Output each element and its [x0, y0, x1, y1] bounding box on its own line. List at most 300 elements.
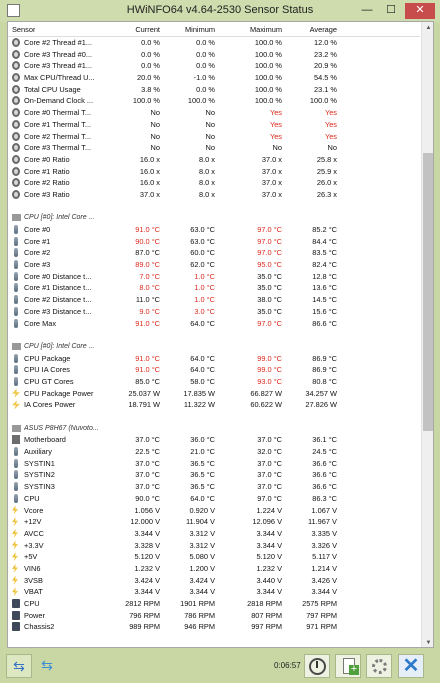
value-current: 37.0 °C	[135, 470, 160, 480]
sensor-row[interactable]	[8, 259, 420, 271]
value-minimum: 5.080 V	[189, 552, 215, 562]
sensor-row[interactable]	[8, 131, 420, 143]
value-maximum: 97.0 °C	[257, 225, 282, 234]
volt-icon	[12, 529, 18, 538]
volt-icon	[12, 541, 18, 550]
sensor-row[interactable]	[8, 107, 420, 119]
sensor-name: Core #2 Thread #1...	[24, 38, 93, 47]
value-current: 3.344 V	[134, 528, 160, 538]
settings-button[interactable]	[366, 654, 392, 678]
value-minimum: 1.0 °C	[194, 283, 215, 293]
close-sensors-button[interactable]: ✕	[398, 654, 424, 678]
value-average: 1.214 V	[311, 563, 337, 573]
expand-arrows-button[interactable]: ⇆	[6, 654, 32, 678]
value-current: 91.0 °C	[135, 225, 160, 234]
sensor-row[interactable]	[8, 224, 420, 236]
cpu-icon	[12, 50, 20, 59]
sensor-row[interactable]	[8, 247, 420, 259]
sensor-name: SYSTIN3	[24, 482, 55, 492]
value-average: 3.335 V	[311, 528, 337, 538]
value-maximum: 1.224 V	[256, 505, 282, 515]
value-average: 54.5 %	[313, 73, 337, 83]
value-average: 34.257 W	[305, 388, 337, 398]
value-minimum: 63.0 °C	[190, 225, 215, 234]
temp-icon	[14, 447, 18, 456]
value-average: 12.0 %	[313, 38, 337, 47]
value-maximum: 35.0 °C	[257, 283, 282, 293]
sensor-name: Core #0 Thermal T...	[24, 108, 92, 118]
temp-icon	[14, 307, 18, 316]
value-current: 85.0 °C	[135, 376, 160, 386]
value-current: 16.0 x	[139, 178, 160, 188]
value-current: 1.056 V	[134, 505, 160, 515]
sensor-name: Core #1 Distance t...	[24, 283, 92, 293]
value-average: 25.8 x	[316, 154, 337, 164]
column-sensor[interactable]: Sensor	[12, 25, 36, 34]
value-minimum: 3.312 V	[189, 540, 215, 550]
value-minimum: 62.0 °C	[190, 260, 215, 270]
cpu-icon	[12, 38, 20, 47]
value-average: 971 RPM	[306, 622, 337, 632]
sensor-row[interactable]	[8, 376, 420, 388]
power-icon	[12, 389, 20, 398]
value-current: 0.0 %	[141, 61, 160, 71]
sensor-row[interactable]	[8, 598, 420, 610]
value-average: Yes	[324, 131, 337, 141]
sensor-name: CPU [#0]: Intel Core ...	[24, 342, 95, 350]
value-maximum: 99.0 °C	[257, 365, 282, 375]
cpu-icon	[12, 61, 20, 70]
volt-icon	[12, 564, 18, 573]
sensor-row[interactable]	[8, 142, 420, 154]
sensor-row[interactable]	[8, 540, 420, 552]
temp-icon	[14, 225, 18, 234]
sensor-name: CPU Package	[24, 353, 71, 363]
value-current: No	[150, 143, 160, 153]
bottom-toolbar	[0, 648, 440, 683]
value-minimum: 0.0 %	[196, 49, 215, 59]
value-maximum: Yes	[269, 131, 282, 141]
value-average: 13.6 °C	[312, 283, 337, 293]
sensor-row[interactable]	[8, 481, 420, 493]
sensor-row[interactable]	[8, 282, 420, 294]
sensor-row[interactable]	[8, 271, 420, 283]
value-average: 23.1 %	[313, 84, 337, 94]
value-average: 83.5 °C	[312, 248, 337, 258]
sensor-name: Core #2 Thermal T...	[24, 131, 92, 141]
sensor-row[interactable]	[8, 236, 420, 248]
value-current: 91.0 °C	[135, 318, 160, 328]
close-window-button[interactable]: ✕	[405, 3, 435, 19]
sensor-name: Vcore	[24, 505, 44, 515]
sensor-name: Core #3 Thread #0...	[24, 49, 93, 59]
value-current: 90.0 °C	[135, 236, 160, 246]
value-maximum: 100.0 %	[254, 61, 282, 71]
value-average: Yes	[324, 108, 337, 118]
sensor-name: 3VSB	[24, 575, 43, 585]
value-current: 3.344 V	[134, 587, 160, 597]
sensor-row[interactable]	[8, 37, 420, 49]
cpu-icon	[12, 143, 20, 152]
value-minimum: 11.904 V	[185, 517, 215, 527]
clock-button[interactable]	[304, 654, 330, 678]
value-maximum: 100.0 %	[254, 96, 282, 106]
value-average: 86.9 °C	[312, 353, 337, 363]
value-maximum: 3.344 V	[256, 587, 282, 597]
value-average: 27.826 W	[305, 400, 337, 410]
sensor-name: SYSTIN2	[24, 470, 55, 480]
value-current: 1.232 V	[134, 563, 160, 573]
sensor-name: Core Max	[24, 318, 57, 328]
value-maximum: 3.440 V	[256, 575, 282, 585]
value-maximum: 100.0 %	[254, 38, 282, 47]
sensor-row[interactable]	[8, 563, 420, 575]
sensor-row[interactable]	[8, 551, 420, 563]
value-current: 5.120 V	[134, 552, 160, 562]
value-current: 91.0 °C	[135, 365, 160, 375]
value-maximum: 66.827 W	[250, 388, 282, 398]
sensor-row[interactable]	[8, 434, 420, 446]
sensor-name: CPU GT Cores	[24, 376, 74, 386]
sensor-group-header[interactable]	[8, 212, 420, 224]
value-current: 3.328 V	[134, 540, 160, 550]
sensor-list	[8, 37, 420, 633]
value-minimum: 3.424 V	[189, 575, 215, 585]
value-current: 11.0 °C	[135, 295, 160, 305]
value-minimum: No	[205, 119, 215, 129]
column-average[interactable]: Average	[309, 25, 337, 34]
value-maximum: 97.0 °C	[257, 236, 282, 246]
value-current: 0.0 %	[141, 38, 160, 47]
value-current: 2812 RPM	[125, 599, 160, 608]
value-minimum: 8.0 x	[198, 189, 215, 199]
value-current: No	[150, 119, 160, 129]
section-icon	[12, 425, 21, 432]
value-current: 87.0 °C	[135, 248, 160, 258]
value-maximum: 37.0 x	[261, 154, 282, 164]
sensor-row[interactable]	[8, 469, 420, 481]
sensor-row[interactable]	[8, 446, 420, 458]
value-minimum: 946 RPM	[184, 622, 215, 632]
value-maximum: 37.0 °C	[257, 470, 282, 480]
value-minimum: No	[205, 143, 215, 153]
value-minimum: 64.0 °C	[190, 318, 215, 328]
value-minimum: 36.5 °C	[190, 458, 215, 468]
value-average: 26.0 x	[316, 178, 337, 188]
value-maximum: No	[272, 143, 282, 153]
value-current: 3.8 %	[141, 84, 160, 94]
temp-icon	[14, 494, 18, 503]
value-maximum: 38.0 °C	[257, 295, 282, 305]
volt-icon	[12, 517, 18, 526]
value-maximum: 100.0 %	[254, 49, 282, 59]
section-icon	[12, 343, 21, 350]
sensor-name: Core #1	[24, 236, 51, 246]
value-current: 37.0 x	[139, 189, 160, 199]
value-maximum: 35.0 °C	[257, 306, 282, 316]
power-icon	[12, 400, 20, 409]
column-minimum[interactable]: Minimum	[185, 25, 215, 34]
fan-icon	[12, 622, 20, 631]
sensor-name: Power	[24, 610, 45, 620]
temp-icon	[14, 470, 18, 479]
value-current: 37.0 °C	[135, 435, 160, 445]
value-average: 23.2 %	[313, 49, 337, 59]
sensor-name: CPU IA Cores	[24, 365, 70, 375]
value-maximum: 60.622 W	[250, 400, 282, 410]
sensor-name: Motherboard	[24, 435, 66, 445]
cpu-icon	[12, 155, 20, 164]
temp-icon	[14, 482, 18, 491]
sensor-name: +3.3V	[24, 540, 44, 550]
sensor-name: AVCC	[24, 528, 44, 538]
value-average: 1.067 V	[311, 505, 337, 515]
sensor-row[interactable]	[8, 586, 420, 598]
value-current: 100.0 %	[132, 96, 160, 106]
value-maximum: Yes	[269, 108, 282, 118]
value-minimum: 60.0 °C	[190, 248, 215, 258]
value-average: 11.967 V	[307, 517, 337, 527]
blank-row	[8, 201, 420, 213]
gear-icon	[372, 659, 387, 674]
sensor-group-header[interactable]	[8, 423, 420, 435]
value-maximum: 100.0 %	[254, 73, 282, 83]
sensor-row[interactable]	[8, 399, 420, 411]
value-average: 2575 RPM	[302, 599, 337, 608]
value-average: 36.6 °C	[312, 458, 337, 468]
sensor-row[interactable]	[8, 84, 420, 96]
sensor-name: Chassis2	[24, 622, 55, 632]
sensor-name: ASUS P8H67 (Nuvoto...	[24, 424, 99, 432]
value-minimum: 1901 RPM	[180, 599, 215, 608]
value-average: 14.5 °C	[312, 295, 337, 305]
temp-icon	[14, 377, 18, 386]
maximize-button[interactable]: ☐	[386, 4, 396, 16]
sensor-row[interactable]	[8, 575, 420, 587]
sensor-panel	[7, 21, 434, 648]
value-minimum: 0.0 %	[196, 84, 215, 94]
value-average: Yes	[324, 119, 337, 129]
value-maximum: 37.0 x	[261, 166, 282, 176]
sensor-name: +12V	[24, 517, 42, 527]
value-minimum: 11.322 W	[183, 400, 215, 410]
scroll-down-arrow[interactable]: ▼	[425, 640, 432, 646]
sensor-name: Core #2	[24, 248, 51, 258]
value-current: 90.0 °C	[135, 493, 160, 503]
value-maximum: 35.0 °C	[257, 271, 282, 281]
cpu-icon	[12, 132, 20, 141]
sensor-name: Core #0 Distance t...	[24, 271, 92, 281]
volt-icon	[12, 576, 18, 585]
value-current: 16.0 x	[139, 166, 160, 176]
sensor-name: CPU	[24, 493, 40, 503]
sensor-row[interactable]	[8, 154, 420, 166]
column-current[interactable]: Current	[135, 25, 160, 34]
scroll-thumb[interactable]	[423, 153, 433, 431]
value-average: 85.2 °C	[312, 225, 337, 234]
cpu-icon	[12, 167, 20, 176]
value-maximum: 37.0 °C	[257, 458, 282, 468]
section-icon	[12, 214, 21, 221]
value-maximum: 37.0 °C	[257, 482, 282, 492]
value-maximum: 97.0 °C	[257, 493, 282, 503]
value-minimum: 3.344 V	[189, 587, 215, 597]
value-average: 3.426 V	[311, 575, 337, 585]
sensor-name: Auxiliary	[24, 447, 52, 457]
value-current: 3.424 V	[134, 575, 160, 585]
cpu-icon	[12, 73, 20, 82]
sensor-row[interactable]	[8, 516, 420, 528]
sensor-name: +5V	[24, 552, 38, 562]
value-minimum: 36.5 °C	[190, 470, 215, 480]
value-current: 20.0 %	[136, 73, 160, 83]
value-maximum: 99.0 °C	[257, 353, 282, 363]
sensor-row[interactable]	[8, 458, 420, 470]
value-minimum: 21.0 °C	[190, 447, 215, 457]
minimize-button[interactable]: —	[361, 4, 373, 16]
volt-icon	[12, 506, 18, 515]
scroll-up-arrow[interactable]: ▲	[425, 25, 432, 31]
value-average: 20.9 %	[313, 61, 337, 71]
value-current: 0.0 %	[141, 49, 160, 59]
sensor-name: CPU	[24, 599, 40, 608]
value-minimum: 8.0 x	[198, 166, 215, 176]
sensor-row[interactable]	[8, 318, 420, 330]
value-current: 8.0 °C	[139, 283, 160, 293]
cpu-icon	[12, 85, 20, 94]
value-average: 26.3 x	[316, 189, 337, 199]
value-average: 24.5 °C	[312, 447, 337, 457]
sensor-row[interactable]	[8, 388, 420, 400]
sensor-name: CPU Package Power	[24, 388, 94, 398]
temp-icon	[14, 237, 18, 246]
sensor-name: IA Cores Power	[24, 400, 76, 410]
sensor-row[interactable]	[8, 493, 420, 505]
sensor-row[interactable]	[8, 294, 420, 306]
fan-icon	[12, 611, 20, 620]
value-current: 796 RPM	[129, 610, 160, 620]
value-minimum: 8.0 x	[198, 154, 215, 164]
value-minimum: 1.0 °C	[194, 271, 215, 281]
value-minimum: 64.0 °C	[190, 493, 215, 503]
value-maximum: 100.0 %	[254, 84, 282, 94]
value-minimum: 3.0 °C	[194, 306, 215, 316]
value-average: 36.6 °C	[312, 470, 337, 480]
temp-icon	[14, 295, 18, 304]
sensor-row[interactable]	[8, 306, 420, 318]
value-current: No	[150, 108, 160, 118]
value-maximum: 37.0 °C	[257, 435, 282, 445]
value-current: No	[150, 131, 160, 141]
sensor-name: Core #3 Thread #1...	[24, 61, 93, 71]
sensor-name: On-Demand Clock ...	[24, 96, 94, 106]
sensor-name: Core #1 Thermal T...	[24, 119, 92, 129]
sensor-row[interactable]	[8, 60, 420, 72]
sensor-name: Core #3	[24, 260, 51, 270]
value-average: 36.1 °C	[312, 435, 337, 445]
value-maximum: 37.0 x	[261, 178, 282, 188]
cpu-icon	[12, 108, 20, 117]
sensor-row[interactable]	[8, 189, 420, 201]
value-minimum: 36.0 °C	[190, 435, 215, 445]
value-current: 18.791 W	[128, 400, 160, 410]
value-minimum: 0.0 %	[196, 61, 215, 71]
value-average: 84.4 °C	[312, 236, 337, 246]
sensor-row[interactable]	[8, 621, 420, 633]
temp-icon	[14, 354, 18, 363]
column-header	[8, 22, 420, 37]
sensor-row[interactable]	[8, 364, 420, 376]
value-minimum: 3.312 V	[189, 528, 215, 538]
sensor-name: Total CPU Usage	[24, 84, 81, 94]
sensor-name: Core #2 Distance t...	[24, 295, 92, 305]
value-minimum: 64.0 °C	[190, 353, 215, 363]
value-maximum: 12.096 V	[252, 517, 282, 527]
sensor-group-header[interactable]	[8, 341, 420, 353]
vertical-scrollbar[interactable]	[421, 22, 434, 648]
sensor-row[interactable]	[8, 166, 420, 178]
fan-icon	[12, 599, 20, 608]
sensor-row[interactable]	[8, 528, 420, 540]
window-title: HWiNFO64 v4.64-2530 Sensor Status	[126, 4, 314, 16]
value-average: 3.344 V	[311, 587, 337, 597]
value-maximum: 37.0 x	[261, 189, 282, 199]
value-current: 7.0 °C	[139, 271, 160, 281]
sensor-row[interactable]	[8, 119, 420, 131]
value-average: 25.9 x	[316, 166, 337, 176]
sensor-name: Max CPU/Thread U...	[24, 73, 95, 83]
value-maximum: 97.0 °C	[257, 318, 282, 328]
value-average: 80.8 °C	[312, 376, 337, 386]
value-average: 5.117 V	[312, 552, 337, 562]
value-maximum: 3.344 V	[256, 540, 282, 550]
sensor-name: Core #3 Ratio	[24, 189, 70, 199]
value-current: 16.0 x	[139, 154, 160, 164]
report-button[interactable]	[335, 654, 361, 678]
cpu-icon	[12, 178, 20, 187]
sensor-name: Core #0	[24, 225, 51, 234]
sensor-row[interactable]	[8, 353, 420, 365]
value-minimum: No	[205, 108, 215, 118]
volt-icon	[12, 587, 18, 596]
value-average: 12.8 °C	[312, 271, 337, 281]
sensor-row[interactable]	[8, 72, 420, 84]
value-current: 22.5 °C	[135, 447, 160, 457]
value-maximum: 93.0 °C	[257, 376, 282, 386]
value-maximum: 97.0 °C	[257, 248, 282, 258]
sensor-row[interactable]	[8, 49, 420, 61]
column-maximum[interactable]: Maximum	[249, 25, 282, 34]
sensor-row[interactable]	[8, 610, 420, 622]
value-average: 36.6 °C	[312, 482, 337, 492]
value-average: 86.6 °C	[312, 318, 337, 328]
sensor-name: Core #3 Thermal T...	[24, 143, 92, 153]
value-minimum: 58.0 °C	[190, 376, 215, 386]
value-average: 86.3 °C	[312, 493, 337, 503]
plus-icon: +	[350, 663, 358, 675]
collapse-arrows-button[interactable]: ⇆	[41, 657, 53, 673]
sensor-row[interactable]	[8, 505, 420, 517]
value-maximum: Yes	[269, 119, 282, 129]
sensor-row[interactable]	[8, 177, 420, 189]
title-bar	[0, 0, 440, 22]
value-average: 15.6 °C	[312, 306, 337, 316]
sensor-name: Core #3 Distance t...	[24, 306, 92, 316]
value-maximum: 2818 RPM	[247, 599, 282, 608]
value-current: 25.037 W	[128, 388, 160, 398]
sensor-row[interactable]	[8, 95, 420, 107]
value-maximum: 3.344 V	[256, 528, 282, 538]
